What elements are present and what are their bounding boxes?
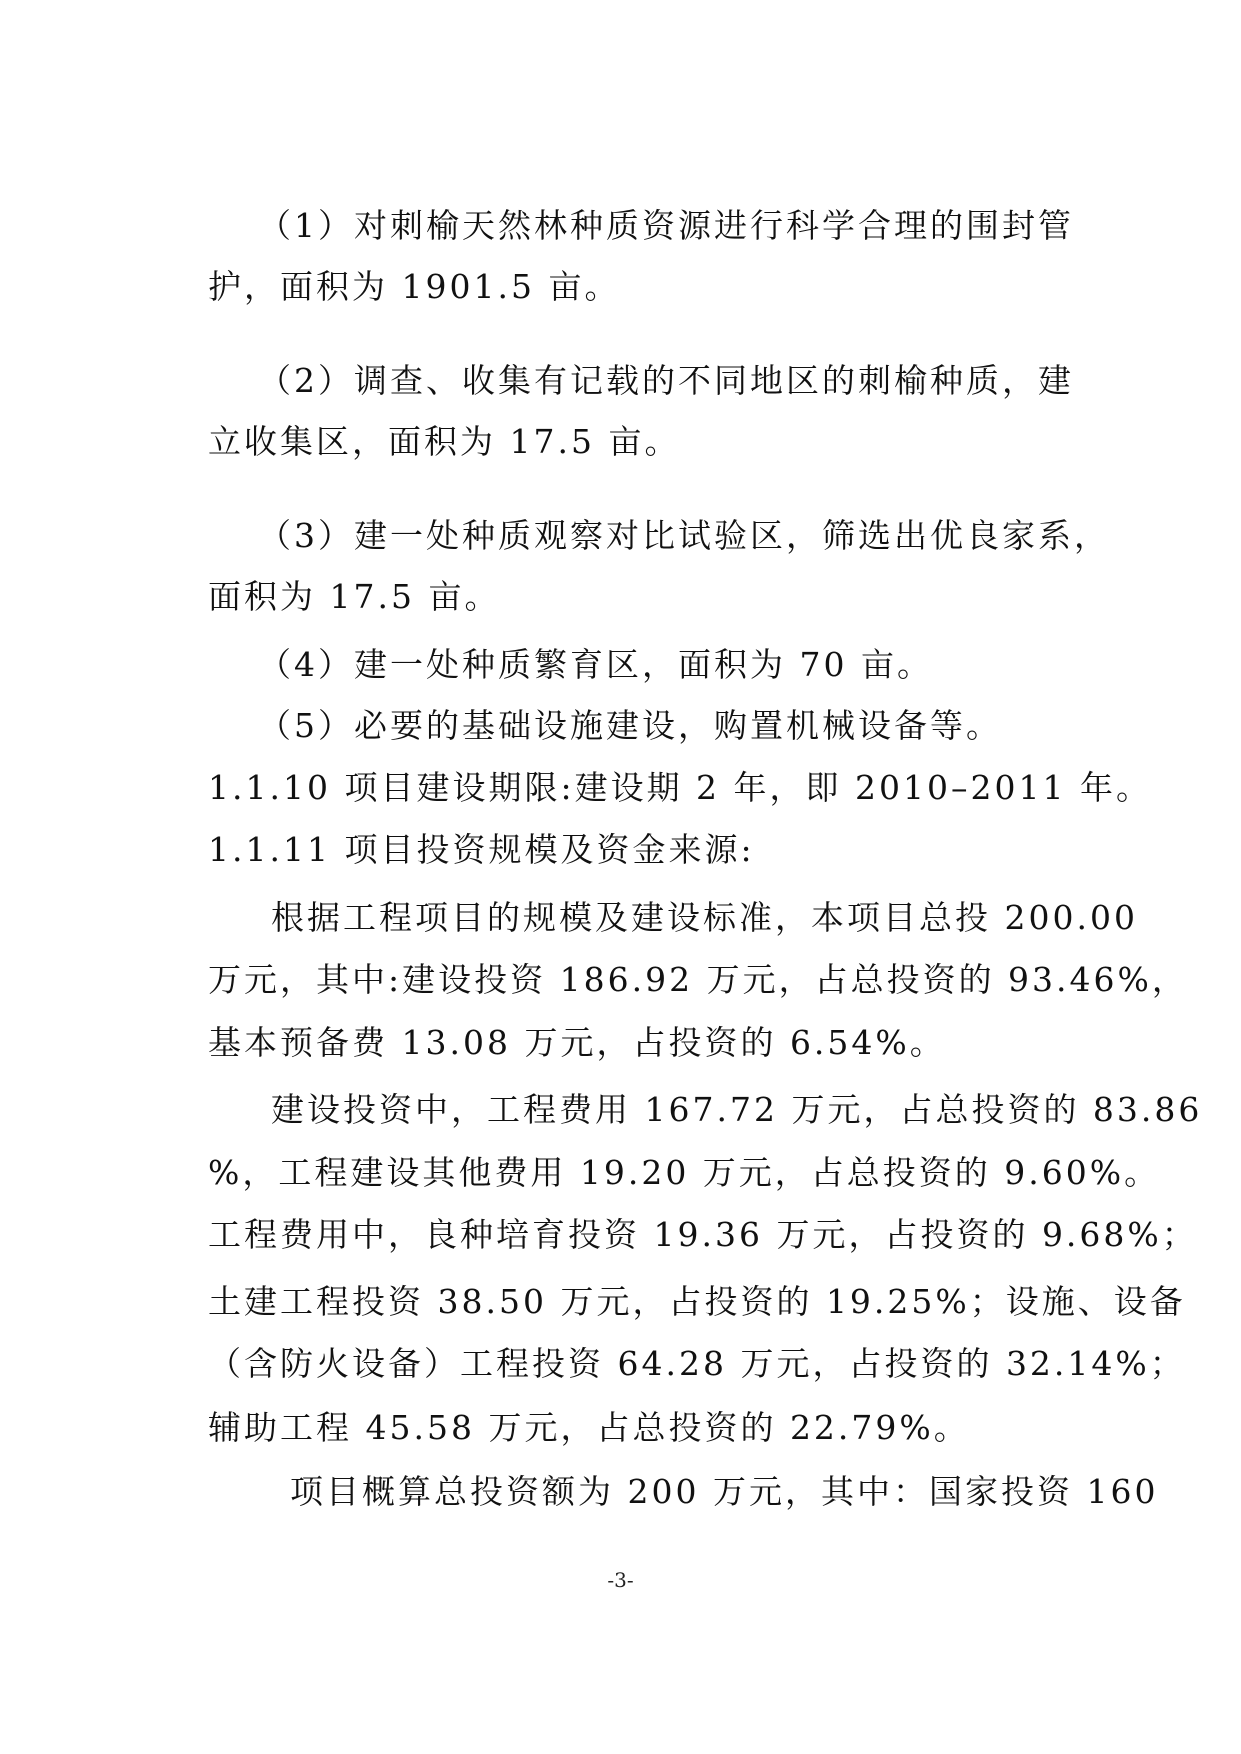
section-heading: 1.1.10 项目建设期限:建设期 2 年，即 2010–2011 年。 [208,768,1152,807]
section-heading: 1.1.11 项目投资规模及资金来源: [208,830,755,869]
page-number: -3- [607,1568,634,1592]
text-line: （含防火设备）工程投资 64.28 万元，占投资的 32.14%； [208,1344,1186,1383]
text-line: 面积为 17.5 亩。 [208,577,501,616]
text-line: 立收集区，面积为 17.5 亩。 [208,422,681,461]
text-line: 万元，其中:建设投资 186.92 万元，占总投资的 93.46%， [208,960,1188,999]
text-line: 土建工程投资 38.50 万元，占投资的 19.25%；设施、设备 [208,1282,1186,1321]
text-line: （3）建一处种质观察对比试验区，筛选出优良家系， [258,516,1110,555]
text-line: 工程费用中，良种培育投资 19.36 万元，占投资的 9.68%； [208,1215,1198,1254]
text-line: （5）必要的基础设施建设，购置机械设备等。 [258,706,1002,745]
text-line: （1）对刺榆天然林种质资源进行科学合理的围封管 [258,206,1074,245]
text-line: 项目概算总投资额为 200 万元，其中：国家投资 160 [290,1472,1159,1511]
text-line: 根据工程项目的规模及建设标准，本项目总投 200.00 [271,898,1138,937]
text-line: （2）调查、收集有记载的不同地区的刺榆种质，建 [258,361,1074,400]
text-line: 建设投资中，工程费用 167.72 万元，占总投资的 83.86 [271,1090,1203,1129]
text-line: 护，面积为 1901.5 亩。 [208,267,621,306]
text-line: %，工程建设其他费用 19.20 万元，占总投资的 9.60%。 [208,1153,1161,1192]
text-line: 辅助工程 45.58 万元，占总投资的 22.79%。 [208,1408,970,1447]
text-line: （4）建一处种质繁育区，面积为 70 亩。 [258,645,933,684]
text-line: 基本预备费 13.08 万元，占投资的 6.54%。 [208,1023,946,1062]
